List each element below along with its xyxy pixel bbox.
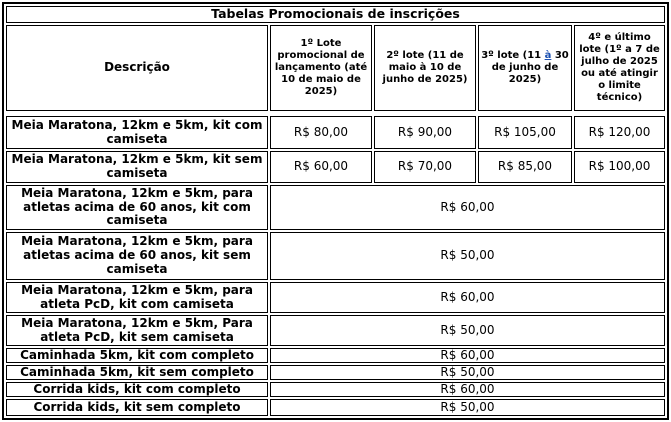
price-cell: R$ 100,00 xyxy=(574,151,665,183)
row-description: Caminhada 5km, kit sem completo xyxy=(6,365,268,380)
price-cell: R$ 50,00 xyxy=(270,399,665,416)
header-lot-3-text-end: 30 de junho de 2025) xyxy=(491,50,569,85)
price-cell: R$ 70,00 xyxy=(374,151,476,183)
row-description: Meia Maratona, 12km e 5km, Para atleta PcD, kit sem camiseta xyxy=(6,315,268,346)
promo-table xyxy=(2,2,669,420)
row-description: Caminhada 5km, kit com completo xyxy=(6,348,268,363)
header-lot-2: 2º lote (11 de maio à 10 de junho de 2025) xyxy=(374,25,476,111)
header-lot-1: 1º Lote promocional de lançamento (até 10 de maio de 2025) xyxy=(270,25,372,111)
header-lot-3-link[interactable]: à xyxy=(544,50,552,61)
row-description: Corrida kids, kit sem completo xyxy=(6,399,268,416)
price-cell: R$ 50,00 xyxy=(270,232,665,280)
row-description: Meia Maratona, 12km e 5km, kit com camiseta xyxy=(6,116,268,149)
row-description: Meia Maratona, 12km e 5km, para atletas acima de 60 anos, kit com camiseta xyxy=(6,185,268,230)
price-cell: R$ 50,00 xyxy=(270,365,665,380)
price-cell: R$ 60,00 xyxy=(270,185,665,230)
header-lot-3-text: 3º lote (11 xyxy=(481,50,545,61)
table-title: Tabelas Promocionais de inscrições xyxy=(6,6,665,23)
row-description: Meia Maratona, 12km e 5km, kit sem camiseta xyxy=(6,151,268,183)
row-description: Meia Maratona, 12km e 5km, para atleta PcD, kit com camiseta xyxy=(6,282,268,313)
price-cell: R$ 60,00 xyxy=(270,282,665,313)
price-cell: R$ 80,00 xyxy=(270,116,372,149)
header-lot-4: 4º e último lote (1º a 7 de julho de 2025 ou até atingir o limite técnico) xyxy=(574,25,665,111)
price-cell: R$ 90,00 xyxy=(374,116,476,149)
price-cell: R$ 60,00 xyxy=(270,348,665,363)
price-cell: R$ 120,00 xyxy=(574,116,665,149)
price-cell: R$ 85,00 xyxy=(478,151,572,183)
row-description: Corrida kids, kit com completo xyxy=(6,382,268,397)
header-description: Descrição xyxy=(6,25,268,111)
price-cell: R$ 60,00 xyxy=(270,382,665,397)
row-description: Meia Maratona, 12km e 5km, para atletas acima de 60 anos, kit sem camiseta xyxy=(6,232,268,280)
header-lot-3 xyxy=(478,25,572,111)
price-cell: R$ 50,00 xyxy=(270,315,665,346)
price-cell: R$ 105,00 xyxy=(478,116,572,149)
price-cell: R$ 60,00 xyxy=(270,151,372,183)
